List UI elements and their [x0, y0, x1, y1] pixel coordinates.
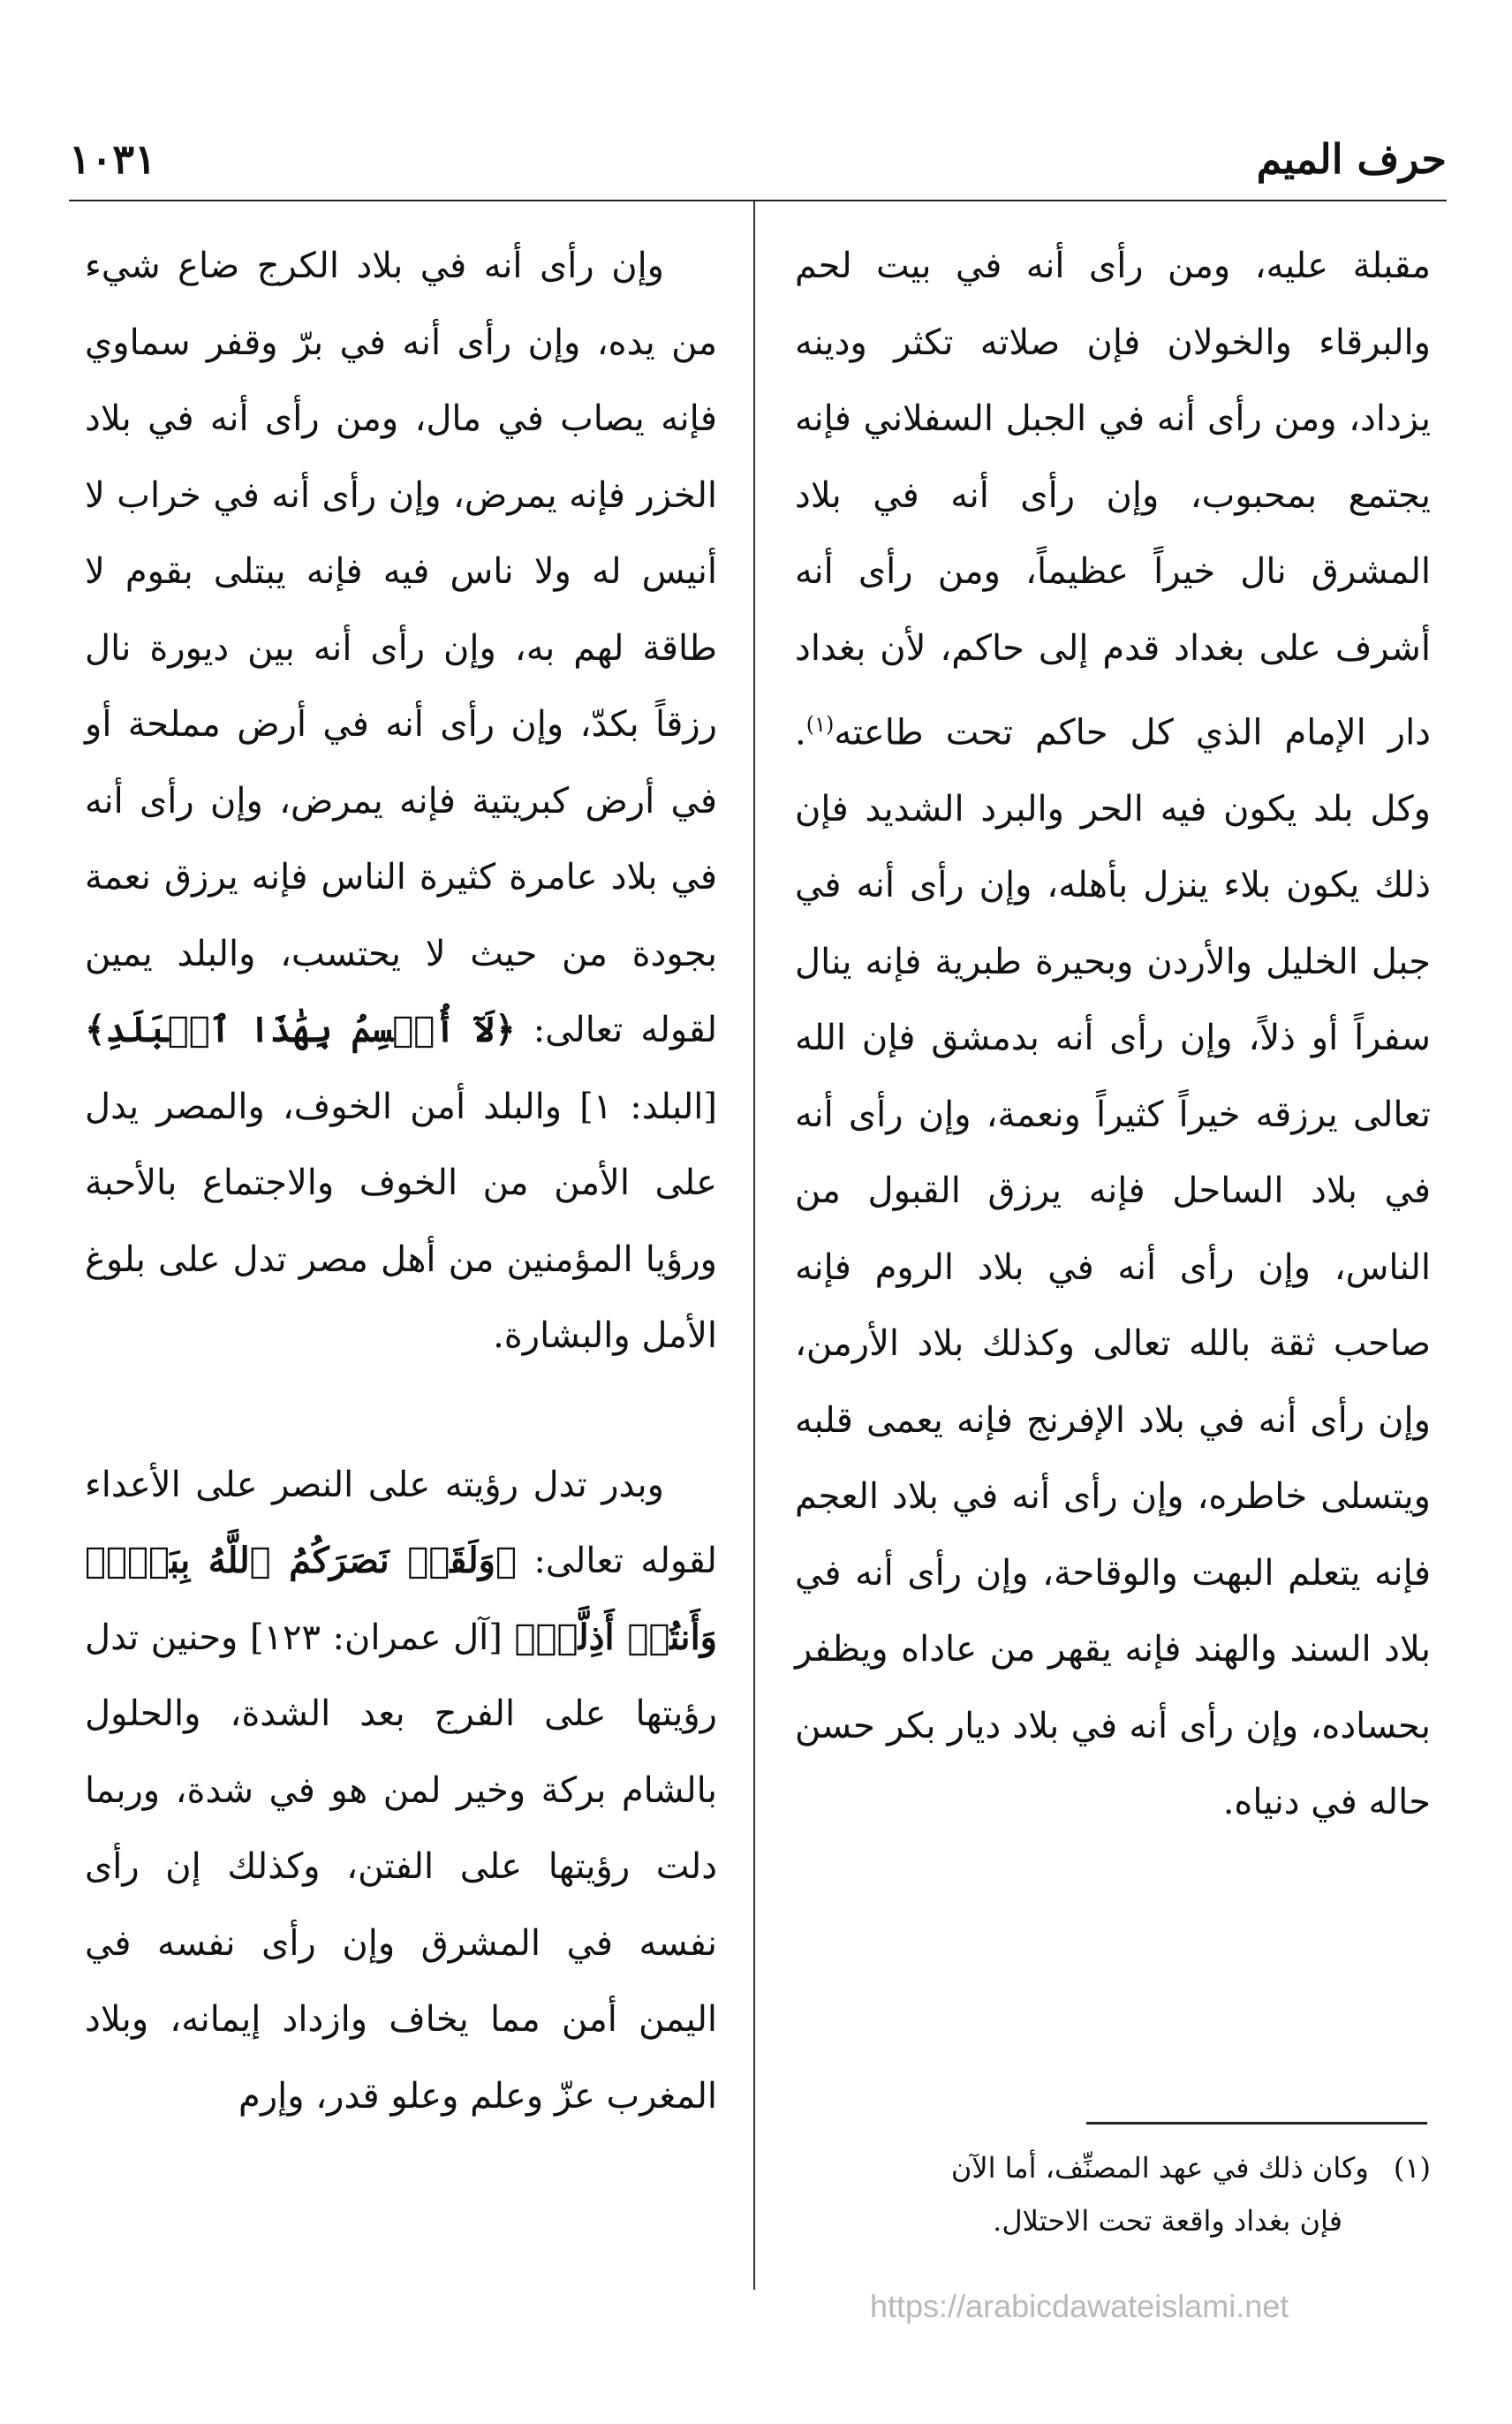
running-head [69, 124, 1447, 194]
left-paragraph-2-text-end: وحنين تدل رؤيتها على الفرج بعد الشدة، والحلول بالشام بركة وخير لمن هو في شدة، وربما دلت رؤيتها على الفتن، وكذلك إن رأى نفسه في المشرق وإن رأى نفسه في اليمن أمن مما يخاف وازداد إيمانه، وبلاد المغرب عزّ وعلم وعلو قدر، وإرم [85, 1617, 717, 2117]
chapter-title: حرف الميم [1256, 135, 1447, 183]
right-paragraph [795, 228, 1431, 1841]
header-rule [69, 200, 1447, 201]
footnote-text-1: وكان ذلك في عهد المصنِّف، أما الآن [950, 2151, 1369, 2185]
left-paragraph-2 [85, 1447, 717, 2135]
left-paragraph-1 [85, 228, 717, 1375]
column-divider [753, 201, 755, 2290]
right-column [795, 228, 1431, 1841]
watermark-url: https://arabicdawateislami.net [870, 2288, 1289, 2324]
verse-reference-2: [آل عمران: ١٢٣] [249, 1617, 503, 1658]
footnote-line-1 [795, 2141, 1431, 2194]
verse-reference-1: [البلد: ١] [579, 1086, 717, 1127]
quran-verse-2: ﴿وَلَقَدۡ نَصَرَكُمُ ٱللَّهُ بِبَدۡرٖ وَأَنتُمۡ أَذِلَّةٞ﴾ [85, 1540, 717, 1658]
footnote-text-2: فإن بغداد واقعة تحت الاحتلال. [993, 2204, 1342, 2238]
left-paragraph-1-text: وإن رأى أنه في بلاد الكرج ضاع شيء من يده، وإن رأى أنه في برّ وقفر سماوي فإنه يصاب في مال، ومن رأى أنه في بلاد الخزر فإنه يمرض، وإن رأى أنه في خراب لا أنيس له ولا ناس فيه فإنه يبتلى بقوم لا طاقة لهم به، وإن رأى أنه بين ديورة نال رزقاً بكدّ، وإن رأى أنه في أرض مملحة أو في أرض كبريتية فإنه يمرض، وإن رأى أنه في بلاد عامرة كثيرة الناس فإنه يرزق نعمة بجودة من حيث لا يحتسب، والبلد يمين لقوله تعالى: [85, 246, 718, 1050]
page-number: ١٠٣١ [69, 135, 156, 183]
left-paragraph-1-text-end: والبلد أمن الخوف، والمصر يدل على الأمن من الخوف والاجتماع بالأحبة ورؤيا المؤمنين من أهل مصر تدل على بلوغ الأمل والبشارة. [85, 1086, 717, 1356]
left-column [85, 228, 717, 2134]
right-paragraph-text-end: . وكل بلد يكون فيه الحر والبرد الشديد فإن ذلك يكون بلاء ينزل بأهله، وإن رأى أنه في جبل الخليل والأردن وبحيرة طبرية فإنه ينال سفراً أو ذلاً، وإن رأى أنه بدمشق فإن الله تعالى يرزقه خيراً كثيراً ونعمة، وإن رأى أنه في بلاد الساحل فإنه يرزق القبول من الناس، وإن رأى أنه في بلاد الروم فإنه صاحب ثقة بالله تعالى وكذلك بلاد الأرمن، وإن رأى أنه في بلاد الإفرنج فإنه يعمى قلبه ويتسلى خاطره، وإن رأى أنه في بلاد العجم فإنه يتعلم البهت والوقاحة، وإن رأى أنه في بلاد السند والهند فإنه يقهر من عاداه ويظفر بحساده، وإن رأى أنه في بلاد ديار بكر حسن حاله في دنياه. [795, 712, 1431, 1823]
quran-verse-1: ﴿لَآ أُقۡسِمُ بِهَٰذَا ٱلۡبَلَدِ﴾ [85, 1009, 516, 1050]
footnote-rule [1086, 2122, 1427, 2125]
footnote-number: (١) [1393, 2151, 1431, 2185]
footnote [795, 2141, 1431, 2247]
left-paragraph-2-text: وبدر تدل رؤيته على النصر على الأعداء لقوله تعالى: [85, 1464, 717, 1581]
paragraph-gap [85, 1375, 717, 1447]
footnote-ref: (١) [805, 712, 835, 737]
right-paragraph-text: مقبلة عليه، ومن رأى أنه في بيت لحم والبرقاء والخولان فإن صلاته تكثر ودينه يزداد، ومن رأى أنه في الجبل السفلاني فإنه يجتمع بمحبوب، وإن رأى أنه في بلاد المشرق نال خيراً عظيماً، ومن رأى أنه أشرف على بغداد قدم إلى حاكم، لأن بغداد دار الإمام الذي كل حاكم تحت طاعته [795, 246, 1431, 754]
